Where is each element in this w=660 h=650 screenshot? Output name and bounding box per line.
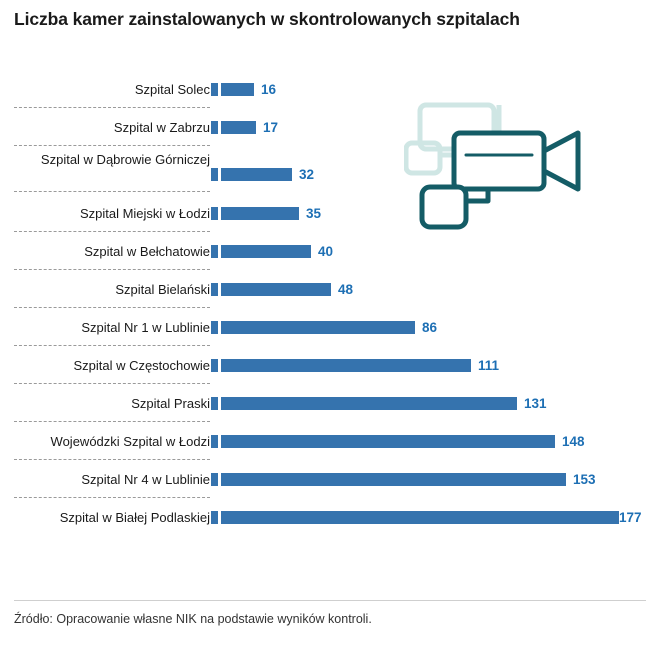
bar-cap	[211, 121, 218, 134]
chart-row	[0, 498, 660, 540]
bar	[221, 207, 299, 220]
chart-row	[0, 460, 660, 502]
bar	[221, 473, 566, 486]
bar-cap	[211, 321, 218, 334]
bar-cap	[211, 207, 218, 220]
category-label: Szpital Praski	[131, 396, 210, 411]
category-label: Szpital w Białej Podlaskiej	[59, 510, 210, 525]
category-label: Szpital Nr 1 w Lublinie	[81, 320, 210, 335]
category-label: Wojewódzki Szpital w Łodzi	[50, 434, 210, 449]
category-label: Szpital w Częstochowie	[73, 358, 210, 373]
category-label: Szpital Nr 4 w Lublinie	[81, 472, 210, 487]
bar	[221, 511, 619, 524]
bar-cap	[211, 245, 218, 258]
bar-value: 148	[562, 434, 585, 449]
row-separator	[14, 191, 210, 192]
bar	[221, 83, 254, 96]
bar-value: 131	[524, 396, 547, 411]
bar	[221, 321, 415, 334]
category-label-line1: Szpital w Dąbrowie Górniczej	[40, 152, 210, 167]
bar-value: 86	[422, 320, 438, 335]
chart-row	[0, 422, 660, 464]
bar-cap	[211, 397, 218, 410]
category-label: Szpital w Bełchatowie	[84, 244, 210, 259]
bar	[221, 168, 292, 181]
bar-value: 40	[318, 244, 334, 259]
chart-row	[0, 384, 660, 426]
bar-cap	[211, 511, 218, 524]
chart-row	[0, 270, 660, 312]
bar-value: 17	[263, 120, 279, 135]
bar-cap	[211, 435, 218, 448]
bar-value: 35	[306, 206, 322, 221]
video-camera-icon	[404, 95, 594, 250]
bar-cap	[211, 359, 218, 372]
category-label: Szpital Solec	[134, 82, 210, 97]
bar-cap	[211, 168, 218, 181]
bar-cap	[211, 283, 218, 296]
category-label: Szpital w Zabrzu	[113, 120, 210, 135]
bar	[221, 121, 256, 134]
bar-value: 111	[478, 358, 500, 373]
bar-value: 32	[299, 167, 315, 182]
category-label: Szpital Bielański	[115, 282, 210, 297]
bar	[221, 435, 555, 448]
page-title: Liczba kamer zainstalowanych w skontrolowanych szpitalach	[14, 9, 520, 29]
bar-value: 177	[619, 510, 642, 525]
category-label	[14, 152, 210, 168]
bar	[221, 283, 331, 296]
bar-value: 48	[338, 282, 354, 297]
bar-value: 153	[573, 472, 596, 487]
footer-divider	[14, 600, 646, 601]
bar	[221, 397, 517, 410]
bar-cap	[211, 83, 218, 96]
bar	[221, 245, 311, 258]
bar	[221, 359, 471, 372]
category-label: Szpital Miejski w Łodzi	[79, 206, 210, 221]
source-note: Źródło: Opracowanie własne NIK na podstawie wyników kontroli.	[14, 612, 372, 626]
bar-cap	[211, 473, 218, 486]
chart-row	[0, 346, 660, 388]
bar-value: 16	[261, 82, 277, 97]
chart-row	[0, 308, 660, 350]
